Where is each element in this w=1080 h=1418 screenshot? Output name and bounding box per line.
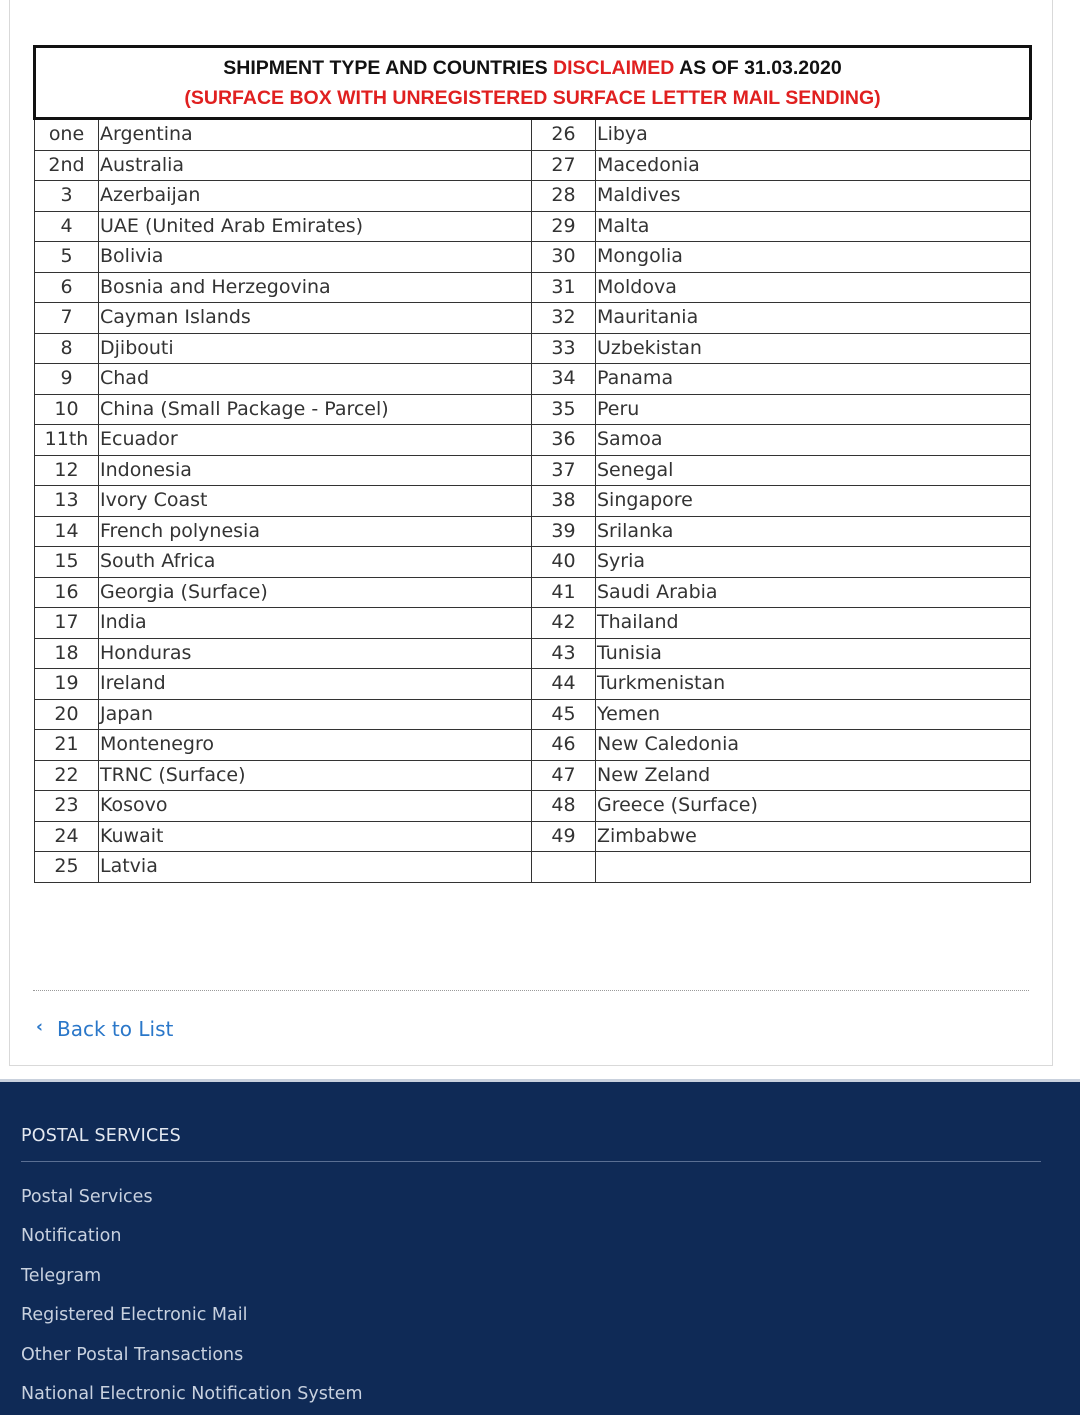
table-row xyxy=(35,486,1031,517)
footer-section-title: POSTAL SERVICES xyxy=(21,1126,181,1146)
back-to-list-label: Back to List xyxy=(57,1017,174,1041)
left-country: Ivory Coast xyxy=(99,486,532,517)
table-row xyxy=(35,791,1031,822)
left-row-number: 22 xyxy=(35,760,99,791)
right-row-number: 31 xyxy=(532,272,596,303)
left-row-number: 14 xyxy=(35,516,99,547)
left-row-number: 16 xyxy=(35,577,99,608)
left-row-number: 15 xyxy=(35,547,99,578)
site-footer xyxy=(0,1079,1080,1415)
right-country: Thailand xyxy=(596,608,1031,639)
table-row xyxy=(35,303,1031,334)
right-country: Mongolia xyxy=(596,242,1031,273)
right-country xyxy=(596,852,1031,883)
left-row-number: 5 xyxy=(35,242,99,273)
left-country: French polynesia xyxy=(99,516,532,547)
chevron-left-icon: ‹ xyxy=(36,1017,44,1037)
left-row-number: one xyxy=(35,119,99,151)
right-row-number: 29 xyxy=(532,211,596,242)
left-country: Honduras xyxy=(99,638,532,669)
header-line-2: (SURFACE BOX WITH UNREGISTERED SURFACE LETTER MAIL SENDING) xyxy=(184,86,881,109)
table-row xyxy=(35,242,1031,273)
right-row-number: 38 xyxy=(532,486,596,517)
table-row xyxy=(35,547,1031,578)
right-country: Saudi Arabia xyxy=(596,577,1031,608)
right-country: Tunisia xyxy=(596,638,1031,669)
right-row-number: 47 xyxy=(532,760,596,791)
left-row-number: 23 xyxy=(35,791,99,822)
right-country: New Caledonia xyxy=(596,730,1031,761)
left-country: Bosnia and Herzegovina xyxy=(99,272,532,303)
right-country: Srilanka xyxy=(596,516,1031,547)
footer-links-list xyxy=(21,1182,363,1418)
table-row xyxy=(35,394,1031,425)
right-country: Senegal xyxy=(596,455,1031,486)
right-row-number: 49 xyxy=(532,821,596,852)
left-row-number: 3 xyxy=(35,181,99,212)
table-row xyxy=(35,852,1031,883)
table-header xyxy=(35,47,1031,119)
table-row xyxy=(35,272,1031,303)
footer-link[interactable]: Postal Services xyxy=(21,1187,153,1207)
table-row xyxy=(35,760,1031,791)
dotted-divider xyxy=(33,990,1029,991)
left-country: Indonesia xyxy=(99,455,532,486)
header-title-date: AS OF 31.03.2020 xyxy=(679,56,842,79)
right-country: Greece (Surface) xyxy=(596,791,1031,822)
footer-link[interactable]: Telegram xyxy=(21,1265,102,1286)
left-row-number: 20 xyxy=(35,699,99,730)
left-row-number: 11th xyxy=(35,425,99,456)
left-row-number: 18 xyxy=(35,638,99,669)
right-row-number: 33 xyxy=(532,333,596,364)
header-line-1 xyxy=(36,53,1029,83)
table-row xyxy=(35,516,1031,547)
left-country: Montenegro xyxy=(99,730,532,761)
right-row-number: 35 xyxy=(532,394,596,425)
right-country: Zimbabwe xyxy=(596,821,1031,852)
left-row-number: 6 xyxy=(35,272,99,303)
left-row-number: 13 xyxy=(35,486,99,517)
right-country: New Zeland xyxy=(596,760,1031,791)
right-row-number: 27 xyxy=(532,150,596,181)
left-country: India xyxy=(99,608,532,639)
right-country: Mauritania xyxy=(596,303,1031,334)
footer-link[interactable]: Registered Electronic Mail xyxy=(21,1305,248,1326)
right-country: Yemen xyxy=(596,699,1031,730)
left-country: Ecuador xyxy=(99,425,532,456)
table-header-row xyxy=(35,47,1031,119)
table-row xyxy=(35,455,1031,486)
left-country: Kosovo xyxy=(99,791,532,822)
left-row-number: 10 xyxy=(35,394,99,425)
right-row-number: 34 xyxy=(532,364,596,395)
right-row-number: 43 xyxy=(532,638,596,669)
table-row xyxy=(35,608,1031,639)
left-row-number: 7 xyxy=(35,303,99,334)
right-country: Macedonia xyxy=(596,150,1031,181)
table-row xyxy=(35,730,1031,761)
left-country: Azerbaijan xyxy=(99,181,532,212)
left-country: Georgia (Surface) xyxy=(99,577,532,608)
table-row xyxy=(35,669,1031,700)
left-row-number: 12 xyxy=(35,455,99,486)
left-row-number: 9 xyxy=(35,364,99,395)
table-row xyxy=(35,638,1031,669)
right-country: Syria xyxy=(596,547,1031,578)
left-country: China (Small Package - Parcel) xyxy=(99,394,532,425)
table-row xyxy=(35,119,1031,151)
table-row xyxy=(35,699,1031,730)
footer-link[interactable]: Other Postal Transactions xyxy=(21,1344,244,1365)
right-row-number: 32 xyxy=(532,303,596,334)
right-row-number: 48 xyxy=(532,791,596,822)
right-country: Uzbekistan xyxy=(596,333,1031,364)
table-row xyxy=(35,181,1031,212)
right-country: Maldives xyxy=(596,181,1031,212)
left-row-number: 25 xyxy=(35,852,99,883)
left-row-number: 2nd xyxy=(35,150,99,181)
left-country: Bolivia xyxy=(99,242,532,273)
right-row-number: 40 xyxy=(532,547,596,578)
right-row-number: 39 xyxy=(532,516,596,547)
left-country: TRNC (Surface) xyxy=(99,760,532,791)
right-row-number: 41 xyxy=(532,577,596,608)
right-row-number xyxy=(532,852,596,883)
left-country: Latvia xyxy=(99,852,532,883)
right-country: Samoa xyxy=(596,425,1031,456)
left-country: Ireland xyxy=(99,669,532,700)
right-row-number: 42 xyxy=(532,608,596,639)
left-country: Cayman Islands xyxy=(99,303,532,334)
table-row xyxy=(35,577,1031,608)
table-row xyxy=(35,364,1031,395)
left-country: Japan xyxy=(99,699,532,730)
right-country: Moldova xyxy=(596,272,1031,303)
right-row-number: 36 xyxy=(532,425,596,456)
right-country: Malta xyxy=(596,211,1031,242)
back-to-list-link[interactable] xyxy=(36,1013,173,1045)
left-country: UAE (United Arab Emirates) xyxy=(99,211,532,242)
right-country: Panama xyxy=(596,364,1031,395)
table-row xyxy=(35,333,1031,364)
right-row-number: 44 xyxy=(532,669,596,700)
right-row-number: 28 xyxy=(532,181,596,212)
left-country: South Africa xyxy=(99,547,532,578)
left-row-number: 17 xyxy=(35,608,99,639)
right-row-number: 37 xyxy=(532,455,596,486)
table-row xyxy=(35,425,1031,456)
left-row-number: 4 xyxy=(35,211,99,242)
left-row-number: 24 xyxy=(35,821,99,852)
footer-link[interactable]: National Electronic Notification System xyxy=(21,1383,363,1404)
right-country: Singapore xyxy=(596,486,1031,517)
table-row xyxy=(35,150,1031,181)
left-country: Djibouti xyxy=(99,333,532,364)
right-row-number: 30 xyxy=(532,242,596,273)
left-country: Kuwait xyxy=(99,821,532,852)
footer-link[interactable]: Notification xyxy=(21,1226,122,1247)
footer-divider xyxy=(21,1161,1041,1162)
left-country: Argentina xyxy=(99,119,532,151)
table-row xyxy=(35,211,1031,242)
right-country: Peru xyxy=(596,394,1031,425)
right-row-number: 46 xyxy=(532,730,596,761)
right-row-number: 26 xyxy=(532,119,596,151)
left-country: Chad xyxy=(99,364,532,395)
right-row-number: 45 xyxy=(532,699,596,730)
disclaimed-countries-table xyxy=(33,45,1032,883)
left-country: Australia xyxy=(99,150,532,181)
left-row-number: 8 xyxy=(35,333,99,364)
left-row-number: 21 xyxy=(35,730,99,761)
right-country: Turkmenistan xyxy=(596,669,1031,700)
left-row-number: 19 xyxy=(35,669,99,700)
table-row xyxy=(35,821,1031,852)
header-title-prefix: SHIPMENT TYPE AND COUNTRIES xyxy=(223,56,548,79)
right-country: Libya xyxy=(596,119,1031,151)
header-title-disclaimed: DISCLAIMED xyxy=(553,56,675,79)
